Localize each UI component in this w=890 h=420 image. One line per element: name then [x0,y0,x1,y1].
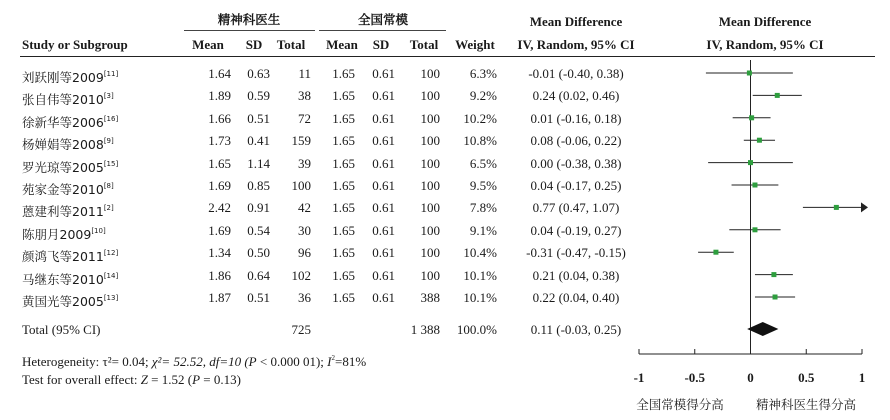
reference-marker: [14] [103,271,119,280]
reference-marker: [9] [103,137,114,146]
group1-header: 精神科医生 [217,12,281,27]
total1-cell: 42 [298,200,311,216]
study-name: 刘跃刚等2009[11] [22,70,119,85]
x-tick-label: -0.5 [684,370,706,385]
study-name: 陈朋月2009[10] [22,226,106,242]
sd2-cell: 0.61 [372,133,395,149]
total1-cell: 100 [291,178,311,193]
weight-cell: 10.1% [463,267,497,283]
total-n2: 1 388 [410,322,440,337]
ci-cell: 0.04 (-0.17, 0.25) [530,178,622,193]
x-tick-label: 0.5 [798,370,815,385]
effect-marker [773,295,778,300]
total1-cell: 39 [298,155,311,171]
sd2-cell: 0.61 [372,110,395,126]
sd2-cell: 0.61 [372,155,395,171]
ci-cell: 0.01 (-0.16, 0.18) [530,110,622,126]
mean2-cell: 1.65 [332,133,355,149]
effect-marker [775,93,780,98]
sd1-cell: 0.41 [247,133,270,149]
study-name: 杨婵娟等2008[9] [22,137,114,153]
sd1-cell: 0.64 [247,267,270,283]
sd1-cell: 0.51 [247,110,270,126]
x-tick-label: 0 [747,370,754,385]
total2-cell: 100 [420,155,440,171]
total-ci: 0.11 (-0.03, 0.25) [530,322,622,337]
x-tick-label: 1 [858,370,866,385]
sd2-cell: 0.61 [372,222,395,238]
total2-cell: 100 [420,88,440,104]
x-tick-label: -1 [633,370,645,385]
effect-marker [752,183,757,188]
reference-marker: [11] [103,70,119,78]
total1-cell: 36 [298,290,311,305]
total1-cell: 102 [291,267,311,283]
mean1-cell: 1.34 [208,245,231,261]
sd1-header: SD [245,37,263,52]
sd1-cell: 0.59 [247,88,270,104]
effect-marker [748,160,753,165]
effect-marker [834,205,839,210]
group2-header: 全国常模 [357,12,409,27]
mean2-cell: 1.65 [332,66,355,81]
plot-title: Mean Difference [718,14,812,29]
effect-marker [747,71,752,76]
right-direction-label: 精神科医生得分高 [755,397,857,412]
ci-cell: -0.01 (-0.40, 0.38) [528,66,624,81]
total2-cell: 100 [420,245,440,261]
sd2-cell: 0.61 [372,290,395,305]
mean2-cell: 1.65 [332,200,355,216]
total1-header: Total [276,37,306,52]
total2-header: Total [409,37,439,52]
sd2-cell: 0.61 [372,66,395,81]
sd2-cell: 0.61 [372,245,395,261]
study-name: 蒽建利等2011[2] [22,204,114,220]
sd2-cell: 0.61 [372,267,395,283]
study-name: 马继东等2010[14] [22,271,119,287]
reference-marker: [16] [103,114,119,123]
ci-arrow [861,202,868,212]
total2-cell: 100 [420,267,440,283]
total2-cell: 100 [420,222,440,238]
weight-cell: 10.8% [463,133,497,149]
study-name: 苑家金等2010[8] [22,182,114,197]
mean1-cell: 1.65 [208,155,231,171]
overall-effect-text: Test for overall effect: Z = 1.52 (P = 0.13) [22,372,241,387]
reference-marker: [8] [103,182,114,190]
left-direction-label: 全国常模得分高 [636,397,724,412]
mean1-cell: 1.89 [208,88,231,104]
total2-cell: 388 [420,290,440,305]
total-weight: 100.0% [456,322,497,337]
pooled-diamond [747,322,778,336]
ci-cell: 0.21 (0.04, 0.38) [532,267,620,283]
sd1-cell: 0.54 [247,222,270,238]
ci-cell: 0.08 (-0.06, 0.22) [530,133,622,149]
total1-cell: 72 [298,110,311,126]
weight-cell: 10.4% [463,245,497,261]
mean2-cell: 1.65 [332,178,355,193]
mean1-cell: 1.73 [208,133,231,149]
sd1-cell: 0.63 [247,66,270,81]
ci-cell: 0.22 (0.04, 0.40) [532,290,620,305]
mean2-cell: 1.65 [332,245,355,261]
total2-cell: 100 [420,133,440,149]
plot-subtitle: IV, Random, 95% CI [706,37,824,52]
ci-cell: 0.04 (-0.19, 0.27) [530,222,622,238]
mean2-cell: 1.65 [332,222,355,238]
weight-cell: 9.1% [469,222,497,238]
ci-cell: 0.77 (0.47, 1.07) [532,200,620,216]
sd2-cell: 0.61 [372,200,395,216]
mean1-cell: 1.64 [208,66,231,81]
reference-marker: [15] [103,159,119,168]
mean2-cell: 1.65 [332,267,355,283]
reference-marker: [3] [103,92,114,101]
mean1-cell: 1.86 [208,267,231,283]
reference-marker: [10] [91,226,106,235]
total-n1: 725 [291,322,311,337]
effect-marker [713,250,718,255]
total1-cell: 96 [298,245,311,261]
weight-cell: 10.1% [463,290,497,305]
mean1-cell: 1.87 [208,290,231,305]
mean1-header: Mean [192,37,224,52]
effect-marker [752,227,757,232]
total2-cell: 100 [420,200,440,216]
weight-cell: 9.2% [469,88,497,104]
sd1-cell: 0.85 [247,178,270,193]
total1-cell: 38 [298,88,311,104]
sd2-cell: 0.61 [372,178,395,193]
effect-marker [749,115,754,120]
effect-marker [757,138,762,143]
study-name: 徐新华等2006[16] [22,114,119,130]
total2-cell: 100 [420,110,440,126]
mean2-header: Mean [326,37,358,52]
study-name: 张自伟等2010[3] [22,92,114,108]
total2-cell: 100 [420,178,440,193]
mean2-cell: 1.65 [332,155,355,171]
mean2-cell: 1.65 [332,110,355,126]
study-name: 颜鸿飞等2011[12] [22,249,119,265]
weight-cell: 9.5% [469,178,497,193]
weight-cell: 10.2% [463,110,497,126]
study-name: 黄国光等2005[13] [22,294,119,309]
reference-marker: [12] [103,249,119,258]
weight-cell: 6.3% [469,66,497,81]
study-name: 罗光琼等2005[15] [22,159,119,175]
mean1-cell: 2.42 [208,200,231,216]
mean2-cell: 1.65 [332,88,355,104]
total2-cell: 100 [420,66,440,81]
weight-header: Weight [455,37,495,52]
total-label: Total (95% CI) [22,322,101,337]
mean1-cell: 1.69 [208,178,231,193]
mean1-cell: 1.66 [208,110,231,126]
ci-cell: -0.31 (-0.47, -0.15) [526,245,626,261]
total1-cell: 159 [291,133,311,149]
sd1-cell: 0.51 [247,290,270,305]
total1-cell: 30 [298,222,311,238]
reference-marker: [13] [103,294,119,302]
sd1-cell: 1.14 [247,155,270,171]
sd2-header: SD [372,37,390,52]
sd1-cell: 0.50 [247,245,270,261]
sd2-cell: 0.61 [372,88,395,104]
effect-marker [771,272,776,277]
study-column-header: Study or Subgroup [22,37,128,52]
mean2-cell: 1.65 [332,290,355,305]
mean1-cell: 1.69 [208,222,231,238]
heterogeneity-text: Heterogeneity: τ²= 0.04; χ²= 52.52, df=10 (P < 0.000 01); $I^2=81\%$ [22,354,367,369]
weight-cell: 6.5% [469,155,497,171]
ci-cell: 0.24 (0.02, 0.46) [532,88,620,104]
reference-marker: [2] [103,204,114,213]
weight-cell: 7.8% [469,200,497,216]
sd1-cell: 0.91 [247,200,270,216]
total1-cell: 11 [298,66,311,81]
md-title: Mean Difference [529,14,623,29]
ci-cell: 0.00 (-0.38, 0.38) [530,155,622,171]
md-subtitle: IV, Random, 95% CI [517,37,635,52]
